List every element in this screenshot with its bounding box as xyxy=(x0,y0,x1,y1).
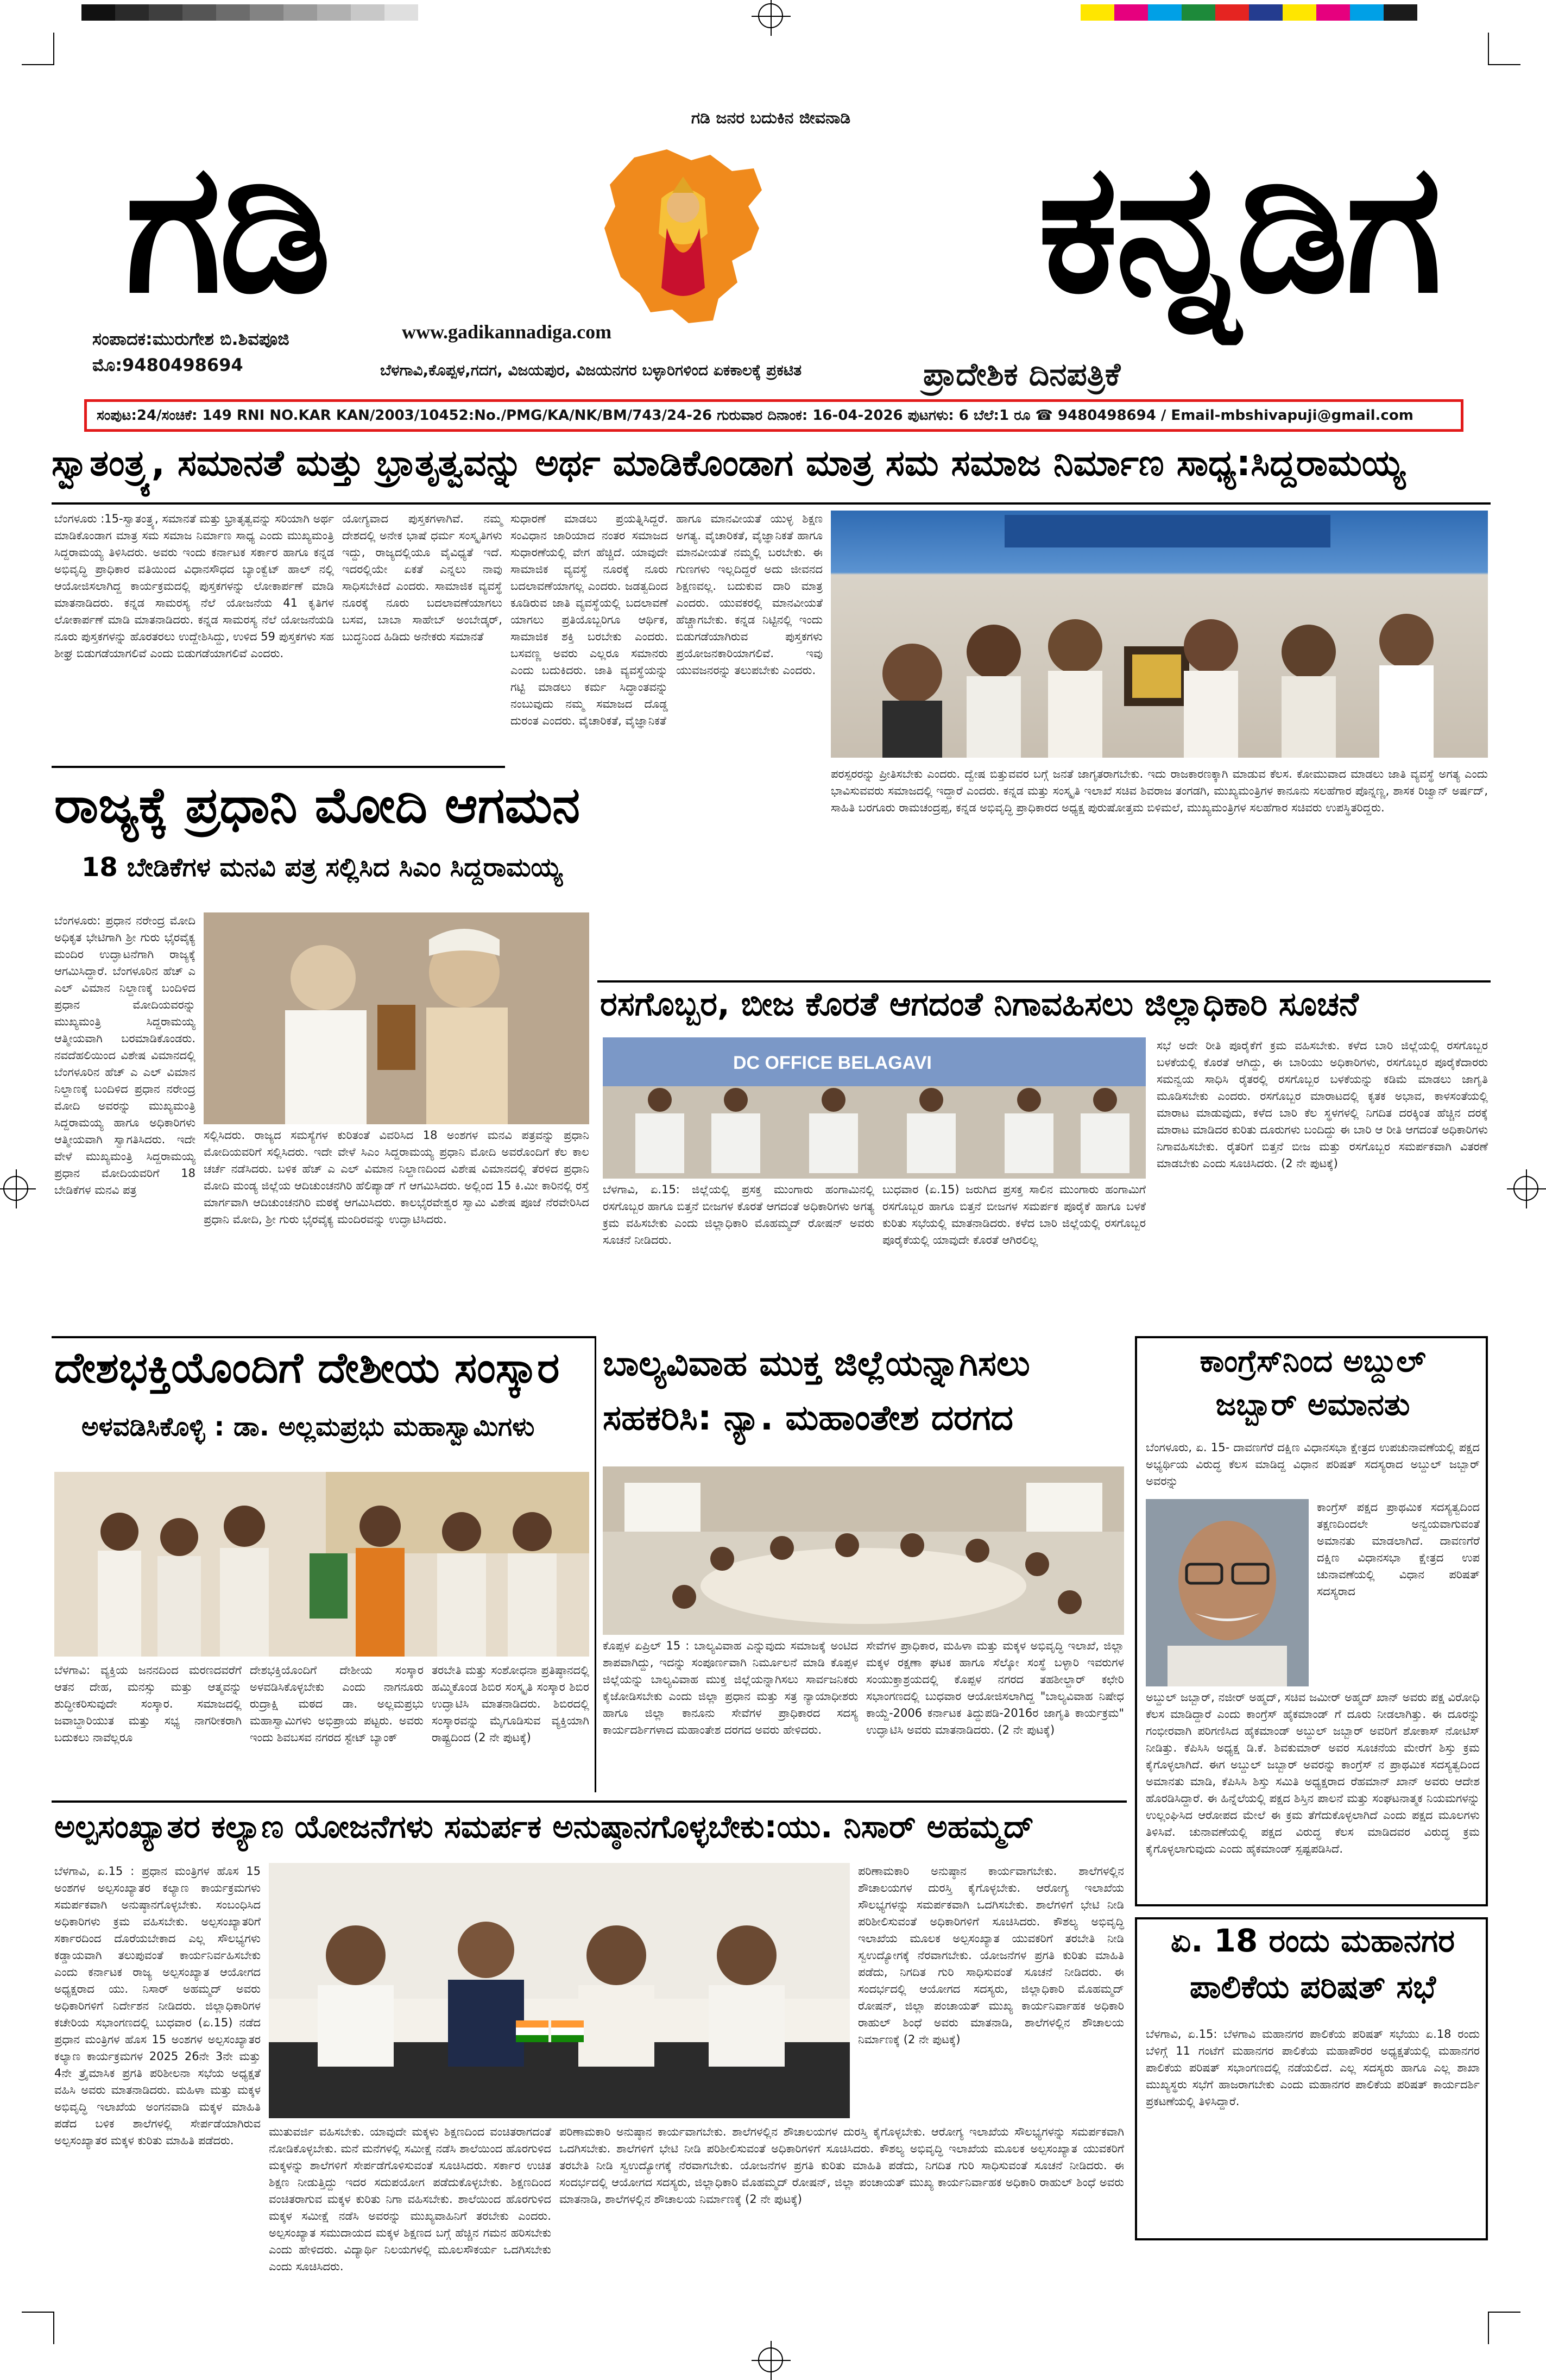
corporation-headline-1[interactable]: ಏ. 18 ರಂದು ಮಹಾನಗರ xyxy=(1170,1922,1455,1959)
crop-mark-tl xyxy=(22,33,54,65)
modi-subheadline[interactable]: 18 ಬೇಡಿಕೆಗಳ ಮನವಿ ಪತ್ರ ಸಲ್ಲಿಸಿದ ಸಿಎಂ ಸಿದ್ದರಾಮಯ್ಯ xyxy=(81,852,563,883)
modi-col-2: ಸಲ್ಲಿಸಿದರು. ರಾಜ್ಯದ ಸಮಸ್ಯೆಗಳ ಕುರಿತಂತೆ ವಿವರಿಸಿದ 18 ಅಂಶಗಳ ಮನವಿ ಪತ್ರವನ್ನು ಪ್ರಧಾನಿ ಮೋದಿಯವರಿಗೆ ಸಲ್ಲಿಸಿದರು. ಇದೇ ವೇಳೆ ಸಿಎಂ ಸಿದ್ದರಾಮಯ್ಯ ಪ್ರಧಾನಿ ಮೋದಿ ಅವರೊಂದಿಗೆ ಕೆಲ ಕಾಲ ಚರ್ಚೆ ನಡೆಸಿದರು. ಬಳಿಕ ಹೆಚ್ ಎ ಎಲ್ ವಿಮಾನ ನಿಲ್ದಾಣದಿಂದ ವಿಶೇಷ ವಿಮಾನದಲ್ಲಿ ತೆರಳಿದ ಪ್ರಧಾನಿ ಮೋದಿ ಮಂಡ್ಯ ಜಿಲ್ಲೆಯ ಆದಿಚುಂಚನಗಿರಿ ಹೆಲಿಪ್ಯಾಡ್ ಗೆ ಆಗಮಿಸಿದರು. ಅಲ್ಲಿಂದ 15 ಕಿ.ಮೀ ಕಾರಿನಲ್ಲಿ ರಸ್ತೆ ಮಾರ್ಗವಾಗಿ ಆದಿಚುಂಚನಗಿರಿ ಮಠಕ್ಕೆ ಆಗಮಿಸಿದರು. ಕಾಲಭೈರವೇಶ್ವರ ಸ್ವಾಮಿ ವಿಶೇಷ ಪೂಜೆ ನೆರವೇರಿಸಿದ ಪ್ರಧಾನಿ ಮೋದಿ, ಶ್ರೀ ಗುರು ಭೈರವೈಕ್ಯ ಮಂದಿರವನ್ನು ಉದ್ಘಾಟಿಸಿದರು. xyxy=(204,1129,589,1226)
minority-photo xyxy=(269,1863,850,2118)
child-marriage-col-1: ಕೊಪ್ಪಳ ಏಪ್ರಿಲ್ 15 : ಬಾಲ್ಯವಿವಾಹ ಎನ್ನುವುದು ಸಮಾಜಕ್ಕೆ ಅಂಟಿದ ಶಾಪವಾಗಿದ್ದು, ಇದನ್ನು ಸಂಪೂರ್ಣವಾಗಿ ನಿರ್ಮೂಲನೆ ಮಾಡಿ ಕೊಪ್ಪಳ ಜಿಲ್ಲೆಯನ್ನು ಬಾಲ್ಯವಿವಾಹ ಮುಕ್ತ ಜಿಲ್ಲೆಯನ್ನಾಗಿಸಲು ಸಾರ್ವಜನಿಕರು ಕೈಜೋಡಿಸಬೇಕು ಎಂದು ಜಿಲ್ಲಾ ಪ್ರಧಾನ ಮತ್ತು ಸತ್ರ ನ್ಯಾಯಾಧೀಶರು ಹಾಗೂ ಜಿಲ್ಲಾ ಕಾನೂನು ಸೇವೆಗಳ ಪ್ರಾಧಿಕಾರದ ಸದಸ್ಯ ಕಾರ್ಯದರ್ಶಿಗಳಾದ ಮಹಾಂತೇಶ ದರಗದ ಅವರು ಹೇಳಿದರು. xyxy=(603,1639,858,1736)
congress-headline-1[interactable]: ಕಾಂಗ್ರೆಸ್‌ನಿಂದ ಅಬ್ದುಲ್ xyxy=(1200,1344,1426,1379)
lead-headline[interactable]: ಸ್ವಾತಂತ್ರ್ಯ, ಸಮಾನತೆ ಮತ್ತು ಭ್ರಾತೃತ್ವವನ್ನು ಅರ್ಥ ಮಾಡಿಕೊಂಡಾಗ ಮಾತ್ರ ಸಮ ಸಮಾಜ ನಿರ್ಮಾಣ ಸಾಧ್ಯ:ಸಿದ್ದರಾಮಯ್ಯ xyxy=(52,442,1405,484)
crop-mark-tr xyxy=(1488,33,1520,65)
lead-col-1: ಬೆಂಗಳೂರು :15-ಸ್ವಾತಂತ್ರ್ಯ, ಸಮಾನತೆ ಮತ್ತು ಭ್ರಾತೃತ್ವವನ್ನು ಸರಿಯಾಗಿ ಅರ್ಥ ಮಾಡಿಕೊಂಡಾಗ ಮಾತ್ರ ಸಮ ಸಮಾಜ ನಿರ್ಮಾಣ ಸಾಧ್ಯ ಎಂದು ಮುಖ್ಯಮಂತ್ರಿ ಸಿದ್ದರಾಮಯ್ಯ ತಿಳಿಸಿದರು. ಅವರು ಇಂದು ಕರ್ನಾಟಕ ಸರ್ಕಾರ ಹಾಗೂ ಕನ್ನಡ ಅಭಿವೃದ್ಧಿ ಪ್ರಾಧಿಕಾರ ವತಿಯಿಂದ ವಿಧಾನಸೌಧದ ಬ್ಯಾಂಕ್ವೆಟ್ ಹಾಲ್ ನಲ್ಲಿ ಆಯೋಜಿಸಲಾಗಿದ್ದ ಕಾರ್ಯಕ್ರಮದಲ್ಲಿ ಪುಸ್ತಕಗಳನ್ನು ಲೋಕಾರ್ಪಣೆ ಮಾಡಿ ಮಾತನಾಡಿದರು. ಕನ್ನಡ ಸಾಮರಸ್ಯ ನೆಲೆ ಯೋಜನೆಯ 41 ಕೃತಿಗಳ ಲೋಕಾರ್ಪಣೆ ಮಾಡಿ ಮಾತನಾಡಿದರು. ಕನ್ನಡ ಸಾಮರಸ್ಯ ನೆಲೆ ಯೋಜನೆಯಡಿ ನೂರು ಪುಸ್ತಕಗಳನ್ನು ಹೊರತರಲು ಉದ್ದೇಶಿಸಿದ್ದು, ಉಳಿದ 59 ಪುಸ್ತಕಗಳು ಸಹ ಶೀಘ್ರ ಬಿಡುಗಡೆಯಾಗಲಿವೆ ಎಂದು ಬಿಡುಗಡೆಯಾಗಲಿವೆ ಎಂದರು. xyxy=(54,512,334,660)
regional-daily-label: ಪ್ರಾದೇಶಿಕ ದಿನಪತ್ರಿಕೆ xyxy=(923,356,1121,393)
fertilizer-col-3: ಸಭೆ ಅದೇ ರೀತಿ ಪೂರೈಕೆಗೆ ಕ್ರಮ ವಹಿಸಬೇಕು. ಕಳೆದ ಬಾರಿ ಜಿಲ್ಲೆಯಲ್ಲಿ ರಸಗೊಬ್ಬರ ಬಳಕೆಯಲ್ಲಿ ಕೊರತೆ ಆಗಿದ್ದು, ಈ ಬಾರಿಯು ಅಧಿಕಾರಿಗಳು, ರಸಗೊಬ್ಬರ ಪೂರೈಕೆದಾರರು ಸಮನ್ವಯ ಸಾಧಿಸಿ ರೈತರಲ್ಲಿ ರಸಗೊಬ್ಬರ ಬಳಕೆಯನ್ನು ಕಡಿಮೆ ಮಾಡಲು ಜಾಗೃತಿ ಮೂಡಿಸಬೇಕು ಎಂದರು. ರಸಗೊಬ್ಬರ ಮಾರಾಟದಲ್ಲಿ ಕೃತಕ ಅಭಾವ, ಕಾಳಸಂತೆಯಲ್ಲಿ ಮಾರಾಟ ಮಾಡುವುದು, ಕಳೆದ ಬಾರಿ ಕೆಲ ಸ್ಥಳಗಳಲ್ಲಿ ನಿಗದಿತ ದರಕ್ಕಿಂತ ಹೆಚ್ಚಿನ ದರಕ್ಕೆ ಮಾರಾಟ ಮಾಡಿದರ ಕುರಿತು ದೂರುಗಳು ಬಂದಿದ್ದು ಈ ಬಾರಿ ಆ ರೀತಿ ಆಗದಂತೆ ಅಧಿಕಾರಿಗಳು ನಿಗಾವಹಿಸಬೇಕು. ರೈತರಿಗೆ ಬಿತ್ತನೆ ಬೀಜ ಮತ್ತು ರಸಗೊಬ್ಬರ ಸಮರ್ಪಕವಾಗಿ ವಿತರಣೆ ಮಾಡಬೇಕು ಎಂದು ಸೂಚಿಸಿದರು. (2 ನೇ ಪುಟಕ್ಕೆ) xyxy=(1157,1039,1488,1170)
child-marriage-photo xyxy=(603,1466,1124,1635)
coverage-line: ಬೆಳಗಾವಿ,ಕೊಪ್ಪಳ,ಗದಗ, ವಿಜಯಪುರ, ವಿಜಯನಗರ ಬಳ್ಳಾರಿಗಳಿಂದ ಏಕಕಾಲಕ್ಕೆ ಪ್ರಕಟಿತ xyxy=(380,361,802,379)
fertilizer-col-1: ಬೆಳಗಾವಿ, ಏ.15: ಜಿಲ್ಲೆಯಲ್ಲಿ ಪ್ರಸಕ್ತ ಮುಂಗಾರು ಹಂಗಾಮಿನಲ್ಲಿ ರಸಗೊಬ್ಬರ ಹಾಗೂ ಬಿತ್ತನೆ ಬೀಜಗಳ ಕೊರತೆ ಆಗದಂತೆ ಅಧಿಕಾರಿಗಳು ಅಗತ್ಯ ಕ್ರಮ ವಹಿಸಬೇಕು ಎಂದು ಜಿಲ್ಲಾಧಿಕಾರಿ ಮೊಹಮ್ಮದ್ ರೋಷನ್ ಅವರು ಸೂಚನೆ ನೀಡಿದರು. xyxy=(603,1183,874,1246)
masthead-title-left: ಗಡಿ xyxy=(125,124,329,332)
modi-top-rule xyxy=(52,766,505,768)
patriotism-photo xyxy=(54,1472,589,1657)
patriotism-col-3: ತರಬೇತಿ ಮತ್ತು ಸಂಶೋಧನಾ ಪ್ರತಿಷ್ಠಾನದಲ್ಲಿ ಹಮ್ಮಿಕೊಂಡ ಶಿಬಿರ ಸಂಸ್ಕೃತಿ ಸಂಸ್ಕಾರ ಶಿಬಿರ ಉದ್ಘಾಟಿಸಿ ಮಾತನಾಡಿದರು. ಶಿಬಿರದಲ್ಲಿ ಸಂಸ್ಕಾರವನ್ನು ಮೈಗೂಡಿಸುವ ವ್ಯಕ್ತಿಯಾಗಿ ರಾಷ್ಟ್ರದಿಂದ (2 ನೇ ಪುಟಕ್ಕೆ) xyxy=(432,1664,589,1744)
minority-col-2: ಮುತುವರ್ಜಿ ವಹಿಸಬೇಕು. ಯಾವುದೇ ಮಕ್ಕಳು ಶಿಕ್ಷಣದಿಂದ ವಂಚಿತರಾಗದಂತೆ ನೋಡಿಕೊಳ್ಳಬೇಕು. ಮನೆ ಮನೆಗಳಲ್ಲಿ ಸಮೀಕ್ಷೆ ನಡೆಸಿ ಶಾಲೆಯಿಂದ ಹೊರಗುಳಿದ ಮಕ್ಕಳನ್ನು ಶಾಲೆಗಳಿಗೆ ಸೇರ್ಪಡೆಗೊಳಿಸುವಂತೆ ಸೂಚಿಸಿದರು. ಸರ್ಕಾರ ಉಚಿತ ಶಿಕ್ಷಣ ನೀಡುತ್ತಿದ್ದು ಇದರ ಸದುಪಯೋಗ ಪಡೆದುಕೊಳ್ಳಬೇಕು. ಶಿಕ್ಷಣದಿಂದ ವಂಚಿತರಾಗುವ ಮಕ್ಕಳ ಕುರಿತು ನಿಗಾ ವಹಿಸಬೇಕು. ಶಾಲೆಯಿಂದ ಹೊರಗುಳಿದ ಮಕ್ಕಳ ಸಮೀಕ್ಷೆ ನಡೆಸಿ ಅವರನ್ನು ಮುಖ್ಯವಾಹಿನಿಗೆ ತರಬೇಕು ಎಂದರು. ಅಲ್ಪಸಂಖ್ಯಾತ ಸಮುದಾಯದ ಮಕ್ಕಳ ಶಿಕ್ಷಣದ ಬಗ್ಗೆ ಹೆಚ್ಚಿನ ಗಮನ ಹರಿಸಬೇಕು ಎಂದು ಹೇಳಿದರು. ವಿದ್ಯಾರ್ಥಿ ನಿಲಯಗಳಲ್ಲಿ ಮೂಲಸೌಕರ್ಯ ಒದಗಿಸಬೇಕು ಎಂದು ಸೂಚಿಸಿದರು. xyxy=(269,2125,551,2273)
lead-rule xyxy=(52,502,1491,505)
editor-name: ಸಂಪಾದಕ:ಮುರುಗೇಶ ಬಿ.ಶಿವಪೂಜಿ xyxy=(92,329,289,349)
minority-headline[interactable]: ಅಲ್ಪಸಂಖ್ಯಾತರ ಕಲ್ಯಾಣ ಯೋಜನೆಗಳು ಸಮರ್ಪಕ ಅನುಷ್ಠಾನಗೊಳ್ಳಬೇಕು:ಯು. ನಿಸಾರ್ ಅಹಮ್ಮದ್ xyxy=(54,1808,1034,1845)
minority-col-3: ಪರಿಣಾಮಕಾರಿ ಅನುಷ್ಠಾನ ಕಾರ್ಯವಾಗಬೇಕು. ಶಾಲೆಗಳಲ್ಲಿನ ಶೌಚಾಲಯಗಳ ದುರಸ್ತಿ ಕೈಗೊಳ್ಳಬೇಕು. ಆರೋಗ್ಯ ಇಲಾಖೆಯ ಸೌಲಭ್ಯಗಳನ್ನು ಸಮರ್ಪಕವಾಗಿ ಒದಗಿಸಬೇಕು. ಶಾಲೆಗಳಿಗೆ ಭೇಟಿ ನೀಡಿ ಪರಿಶೀಲಿಸುವಂತೆ ಅಧಿಕಾರಿಗಳಿಗೆ ಸೂಚಿಸಿದರು. ಕೌಶಲ್ಯ ಅಭಿವೃದ್ಧಿ ಇಲಾಖೆಯ ಮೂಲಕ ಅಲ್ಪಸಂಖ್ಯಾತ ಯುವಕರಿಗೆ ತರಬೇತಿ ನೀಡಿ ಸ್ವಉದ್ಯೋಗಕ್ಕೆ ನೆರವಾಗಬೇಕು. ಯೋಜನೆಗಳ ಪ್ರಗತಿ ಕುರಿತು ಮಾಹಿತಿ ಪಡೆದು, ನಿಗದಿತ ಗುರಿ ಸಾಧಿಸುವಂತೆ ಸೂಚನೆ ನೀಡಿದರು. ಈ ಸಂದರ್ಭದಲ್ಲಿ ಆಯೋಗದ ಸದಸ್ಯರು, ಜಿಲ್ಲಾಧಿಕಾರಿ ಮೊಹಮ್ಮದ್ ರೋಷನ್, ಜಿಲ್ಲಾ ಪಂಚಾಯತ್ ಮುಖ್ಯ ಕಾರ್ಯನಿರ್ವಾಹಕ ಅಧಿಕಾರಿ ರಾಹುಲ್ ಶಿಂಧೆ ಅವರು ಮಾತನಾಡಿ, ಶಾಲೆಗಳಲ್ಲಿನ ಶೌಚಾಲಯ ನಿರ್ಮಾಣಕ್ಕೆ (2 ನೇ ಪುಟಕ್ಕೆ) xyxy=(559,2125,1124,2206)
registration-target-left xyxy=(3,1176,28,1201)
editor-phone: ಮೊ:9480498694 xyxy=(92,355,243,375)
minority-col-1: ಬೆಳಗಾವಿ, ಏ.15 : ಪ್ರಧಾನ ಮಂತ್ರಿಗಳ ಹೊಸ 15 ಅಂಶಗಳ ಅಲ್ಪಸಂಖ್ಯಾತರ ಕಲ್ಯಾಣ ಕಾರ್ಯಕ್ರಮಗಳು ಸಮರ್ಪಕವಾಗಿ ಅನುಷ್ಠಾನಗೊಳ್ಳಬೇಕು. ಸಂಬಂಧಿಸಿದ ಅಧಿಕಾರಿಗಳು ಕ್ರಮ ವಹಿಸಬೇಕು. ಅಲ್ಪಸಂಖ್ಯಾತರಿಗೆ ಸರ್ಕಾರದಿಂದ ದೊರೆಯಬೇಕಾದ ಎಲ್ಲ ಸೌಲಭ್ಯಗಳು ಕಡ್ಡಾಯವಾಗಿ ತಲುಪುವಂತೆ ಕಾರ್ಯನಿರ್ವಹಿಸಬೇಕು ಎಂದು ಕರ್ನಾಟಕ ರಾಜ್ಯ ಅಲ್ಪಸಂಖ್ಯಾತ ಆಯೋಗದ ಅಧ್ಯಕ್ಷರಾದ ಯು. ನಿಸಾರ್ ಅಹಮ್ಮದ್ ಅವರು ಅಧಿಕಾರಿಗಳಿಗೆ ನಿರ್ದೇಶನ ನೀಡಿದರು. ಜಿಲ್ಲಾಧಿಕಾರಿಗಳ ಕಚೇರಿಯ ಸಭಾಂಗಣದಲ್ಲಿ ಬುಧವಾರ (ಏ.15) ನಡೆದ ಪ್ರಧಾನ ಮಂತ್ರಿಗಳ ಹೊಸ 15 ಅಂಶಗಳ ಅಲ್ಪಸಂಖ್ಯಾತರ ಕಲ್ಯಾಣ ಕಾರ್ಯಕ್ರಮಗಳ 2025 26ನೇ 3ನೇ ಮತ್ತು 4ನೇ ತ್ರೈಮಾಸಿಕ ಪ್ರಗತಿ ಪರಿಶೀಲನಾ ಸಭೆಯ ಅಧ್ಯಕ್ಷತೆ ವಹಿಸಿ ಅವರು ಮಾತನಾಡಿದರು. ಮಹಿಳಾ ಮತ್ತು ಮಕ್ಕಳ ಅಭಿವೃದ್ಧಿ ಇಲಾಖೆಯ ಅಂಗನವಾಡಿ ಮಕ್ಕಳ ಮಾಹಿತಿ ಪಡೆದ ಬಳಿಕ ಶಾಲೆಗಳಲ್ಲಿ ಸೇರ್ಪಡೆಯಾಗಿರುವ ಅಲ್ಪಸಂಖ್ಯಾತರ ಮಕ್ಕಳ ಕುರಿತು ಮಾಹಿತಿ ಪಡೆದರು. xyxy=(54,1865,261,2147)
masthead-tagline: ಗಡಿ ಜನರ ಬದುಕಿನ ಜೀವನಾಡಿ xyxy=(691,109,851,128)
fertilizer-col-2: ಬುಧವಾರ (ಏ.15) ಜರುಗಿದ ಪ್ರಸಕ್ತ ಸಾಲಿನ ಮುಂಗಾರು ಹಂಗಾಮಿಗೆ ರಸಗೊಬ್ಬರ ಹಾಗೂ ಬಿತ್ತನೆ ಬೀಜಗಳ ಸಮರ್ಪಕ ಪೂರೈಕೆ ಹಾಗೂ ಬಳಕೆ ಕುರಿತು ಸಭೆಯಲ್ಲಿ ಮಾತನಾಡಿದರು. ಕಳೆದ ಬಾರಿ ಜಿಲ್ಲೆಯಲ್ಲಿ ರಸಗೊಬ್ಬರ ಪೂರೈಕೆಯಲ್ಲಿ ಯಾವುದೇ ಕೊರತೆ ಆಗಿರಲಿಲ್ಲ xyxy=(882,1183,1146,1246)
karnataka-map-logo xyxy=(596,125,770,331)
child-marriage-col-2: ಸೇವೆಗಳ ಪ್ರಾಧಿಕಾರ, ಮಹಿಳಾ ಮತ್ತು ಮಕ್ಕಳ ಅಭಿವೃದ್ಧಿ ಇಲಾಖೆ, ಜಿಲ್ಲಾ ಮಕ್ಕಳ ರಕ್ಷಣಾ ಘಟಕ ಹಾಗೂ ಸೆಲ್ಕೋ ಸಂಸ್ಥೆ ಬಳ್ಳಾರಿ ಇವರುಗಳ ಸಂಯುಕ್ತಾಶ್ರಯದಲ್ಲಿ ಕೊಪ್ಪಳ ನಗರದ ತಹಶೀಲ್ದಾರ್ ಕಛೇರಿ ಸಭಾಂಗಣದಲ್ಲಿ ಬುಧವಾರ ಆಯೋಜಿಸಲಾಗಿದ್ದ "ಬಾಲ್ಯವಿವಾಹ ನಿಷೇಧ ಕಾಯ್ದೆ-2006 ಕರ್ನಾಟಕ ತಿದ್ದುಪಡಿ-2016ರ ಜಾಗೃತಿ ಕಾರ್ಯಕ್ರಮ" ಉದ್ಘಾಟಿಸಿ ಅವರು ಮಾತನಾಡಿದರು. (2 ನೇ ಪುಟಕ್ಕೆ) xyxy=(866,1639,1124,1736)
issue-info-bar: ಸಂಪುಟ:24/ಸಂಚಿಕೆ: 149 RNI NO.KAR KAN/2003/10452:No./PMG/KA/NK/BM/743/24-26 ಗುರುವಾರ ದಿನಾಂಕ: 16-04-2026 ಪುಟಗಳು: 6 ಬೆಲೆ:1 ರೂ ☎ 9480498694 / Email-mbshivapuji@gmail.com xyxy=(84,399,1463,432)
patriotism-headline[interactable]: ದೇಶಭಕ್ತಿಯೊಂದಿಗೆ ದೇಶೀಯ ಸಂಸ್ಕಾರ xyxy=(54,1344,560,1393)
corporation-headline-2[interactable]: ಪಾಲಿಕೆಯ ಪರಿಷತ್ ಸಭೆ xyxy=(1189,1968,1436,2005)
patriotism-subheadline[interactable]: ಅಳವಡಿಸಿಕೊಳ್ಳಿ : ಡಾ. ಅಲ್ಲಮಪ್ರಭು ಮಹಾಸ್ವಾಮಿಗಳು xyxy=(81,1412,535,1442)
registration-target-right xyxy=(1513,1176,1538,1201)
dc-office-banner: DC OFFICE BELAGAVI xyxy=(733,1053,932,1073)
crop-mark-bl xyxy=(22,2312,54,2344)
child-marriage-headline-1[interactable]: ಬಾಲ್ಯವಿವಾಹ ಮುಕ್ತ ಜಿಲ್ಲೆಯನ್ನಾಗಿಸಲು xyxy=(603,1344,1030,1384)
child-marriage-headline-2[interactable]: ಸಹಕರಿಸಿ: ನ್ಯಾ. ಮಹಾಂತೇಶ ದರಗದ xyxy=(603,1398,1013,1438)
lead-col-2: ಯೋಗ್ಯವಾದ ಪುಸ್ತಕಗಳಾಗಿವೆ. ನಮ್ಮ ದೇಶದಲ್ಲಿ ಅನೇಕ ಭಾಷೆ ಧರ್ಮ ಸಂಸ್ಕೃತಿಗಳು ಇದ್ದು, ರಾಜ್ಯದಲ್ಲಿಯೂ ವೈವಿಧ್ಯತೆ ಇದೆ. ಇದರಲ್ಲಿಯೇ ಏಕತೆ ಎನ್ನಲು ನಾವು ಸಾಧಿಸಬೇಕಿದೆ ಎಂದರು. ಸಾಮಾಜಿಕ ವ್ಯವಸ್ಥೆ ನೂರಕ್ಕೆ ನೂರು ಬದಲಾವಣೆಯಾಗಲು ಬಸವ, ಬಾಬಾ ಸಾಹೇಬ್ ಅಂಬೇಡ್ಕರ್, ಬುದ್ಧನಿಂದ ಹಿಡಿದು ಅನೇಕರು ಸಮಾನತೆ xyxy=(342,512,502,643)
child-marriage-left-rule xyxy=(595,1336,596,1792)
lead-col-4: ಹಾಗೂ ಮಾನವೀಯತೆ ಯುಳ್ಳ ಶಿಕ್ಷಣ ಅಗತ್ಯ. ವೈಚಾರಿಕತೆ, ವೈಜ್ಞಾನಿಕತೆ ಹಾಗೂ ಮಾನವೀಯತೆ ನಮ್ಮಲ್ಲಿ ಬರಬೇಕು. ಈ ಗುಣಗಳು ಇಲ್ಲದಿದ್ದರೆ ಅದು ಜೀವನದ ಶಿಕ್ಷಣವಲ್ಲ. ಬದುಕುವ ದಾರಿ ಮಾತ್ರ ಎಂದರು. ಯುವಕರಲ್ಲಿ ಮಾನವೀಯತೆ ಹೆಚ್ಚಾಗಬೇಕು. ಕನ್ನಡ ನಿಟ್ಟಿನಲ್ಲಿ ಇಂದು ಬಿಡುಗಡೆಯಾಗಿರುವ ಪುಸ್ತಕಗಳು ಪ್ರಯೋಜನಕಾರಿಯಾಗಲಿವೆ. ಇವು ಯುವಜನರನ್ನು ತಲುಪಬೇಕು ಎಂದರು. xyxy=(676,512,823,677)
congress-headline-2[interactable]: ಜಬ್ಬಾರ್ ಅಮಾನತು xyxy=(1215,1387,1410,1422)
congress-col-side: ಕಾಂಗ್ರೆಸ್ ಪಕ್ಷದ ಪ್ರಾಥಮಿಕ ಸದಸ್ಯತ್ವದಿಂದ ತಕ್ಷಣದಿಂದಲೇ ಅನ್ವಯವಾಗುವಂತೆ ಅಮಾನತು ಮಾಡಲಾಗಿದೆ. ದಾವಣಗೆರೆ ದಕ್ಷಿಣ ವಿಧಾನಸಭಾ ಕ್ಷೇತ್ರದ ಉಪ ಚುನಾವಣೆಯಲ್ಲಿ ವಿಧಾನ ಪರಿಷತ್ ಸದಸ್ಯರಾದ xyxy=(1317,1501,1480,1598)
minority-col-3-top xyxy=(858,1863,1124,2118)
website-link[interactable]: www.gadikannadiga.com xyxy=(402,321,612,343)
masthead-title xyxy=(125,125,1439,331)
modi-col-1: ಬೆಂಗಳೂರು: ಪ್ರಧಾನ ನರೇಂದ್ರ ಮೋದಿ ಅಧಿಕೃತ ಭೇಟಿಗಾಗಿ ಶ್ರೀ ಗುರು ಭೈರವೈಕ್ಯ ಮಂದಿರ ಉದ್ಘಾಟನೆಗಾಗಿ ರಾಜ್ಯಕ್ಕೆ ಆಗಮಿಸಿದ್ದಾರೆ. ಬೆಂಗಳೂರಿನ ಹೆಚ್ ಎ ಎಲ್ ವಿಮಾನ ನಿಲ್ದಾಣಕ್ಕೆ ಬಂದಿಳಿದ ಪ್ರಧಾನ ಮೋದಿಯವರನ್ನು ಮುಖ್ಯಮಂತ್ರಿ ಸಿದ್ದರಾಮಯ್ಯ ಆತ್ಮೀಯವಾಗಿ ಬರಮಾಡಿಕೊಂಡರು. ನವದೆಹಲಿಯಿಂದ ವಿಶೇಷ ವಿಮಾನದಲ್ಲಿ ಬೆಂಗಳೂರಿನ ಹೆಚ್ ಎ ಎಲ್ ವಿಮಾನ ನಿಲ್ದಾಣಕ್ಕೆ ಬಂದಿಳಿದ ಪ್ರಧಾನ ನರೇಂದ್ರ ಮೋದಿ ಅವರನ್ನು ಮುಖ್ಯಮಂತ್ರಿ ಸಿದ್ದರಾಮಯ್ಯ ಹಾಗೂ ಅಧಿಕಾರಿಗಳು ಆತ್ಮೀಯವಾಗಿ ಸ್ವಾಗತಿಸಿದರು. ಇದೇ ವೇಳೆ ಮುಖ್ಯಮಂತ್ರಿ ಸಿದ್ದರಾಮಯ್ಯ ಪ್ರಧಾನ ಮೋದಿಯವರಿಗೆ 18 ಬೇಡಿಕೆಗಳ ಮನವಿ ಪತ್ರ xyxy=(54,914,195,1197)
lead-photo-book-release xyxy=(831,511,1488,758)
patriotism-col-1: ಬೆಳಗಾವಿ: ವ್ಯಕ್ತಿಯ ಜನನದಿಂದ ಮರಣದವರೆಗೆ ಆತನ ದೇಹ, ಮನಸ್ಸು ಮತ್ತು ಆತ್ಮವನ್ನು ಶುದ್ಧೀಕರಿಸುವುದೇ ಸಂಸ್ಕಾರ. ಸಮಾಜದಲ್ಲಿ ಜವಾಬ್ದಾರಿಯುತ ಮತ್ತು ಸಭ್ಯ ನಾಗರೀಕರಾಗಿ ಬದುಕಲು ನಾವೆಲ್ಲರೂ xyxy=(54,1664,242,1744)
lead-col-3: ಸುಧಾರಣೆ ಮಾಡಲು ಪ್ರಯತ್ನಿಸಿದ್ದರೆ. ಸಂವಿಧಾನ ಜಾರಿಯಾದ ನಂತರ ಸಮಾಜದ ಸುಧಾರಣೆಯಲ್ಲಿ ವೇಗ ಹೆಚ್ಚಿದೆ. ಯಾವುದೇ ಸಾಮಾಜಿಕ ವ್ಯವಸ್ಥೆ ನೂರಕ್ಕೆ ನೂರು ಬದಲಾವಣೆಯಾಗಲ್ಲ ಎಂದರು. ಜಡತ್ವದಿಂದ ಕೂಡಿರುವ ಜಾತಿ ವ್ಯವಸ್ಥೆಯಲ್ಲಿ ಬದಲಾವಣೆ ಯಾಗಲು ಪ್ರತಿಯೊಬ್ಬರಿಗೂ ಆರ್ಥಿಕ, ಸಾಮಾಜಿಕ ಶಕ್ತಿ ಬರಬೇಕು ಎಂದರು. ಬಸವಣ್ಣ ಅವರು ಎಲ್ಲರೂ ಸಮಾನರು ಎಂದು ಬದುಕಿದರು. ಜಾತಿ ವ್ಯವಸ್ಥೆಯನ್ನು ಗಟ್ಟಿ ಮಾಡಲು ಕರ್ಮ ಸಿದ್ಧಾಂತವನ್ನು ನಂಬುವುದು ನಮ್ಮ ಸಮಾಜದ ದೊಡ್ಡ ದುರಂತ ಎಂದರು. ವೈಚಾರಿಕತೆ, ವೈಜ್ಞಾನಿಕತೆ xyxy=(510,512,668,727)
patriotism-top-rule xyxy=(52,1336,595,1338)
congress-photo-jabbar xyxy=(1146,1499,1309,1686)
congress-col-top: ಬೆಂಗಳೂರು, ಏ. 15- ದಾವಣಗೆರೆ ದಕ್ಷಿಣ ವಿಧಾನಸಭಾ ಕ್ಷೇತ್ರದ ಉಪಚುನಾವಣೆಯಲ್ಲಿ ಪಕ್ಷದ ಅಭ್ಯರ್ಥಿಯ ವಿರುದ್ಧ ಕೆಲಸ ಮಾಡಿದ್ದ ವಿಧಾನ ಪರಿಷತ್ ಸದಸ್ಯರಾದ ಅಬ್ದುಲ್ ಜಬ್ಬಾರ್ ಅವರನ್ನು xyxy=(1146,1441,1480,1488)
minority-top-rule xyxy=(52,1800,1127,1803)
fertilizer-headline[interactable]: ರಸಗೊಬ್ಬರ, ಬೀಜ ಕೊರತೆ ಆಗದಂತೆ ನಿಗಾವಹಿಸಲು ಜಿಲ್ಲಾಧಿಕಾರಿ ಸೂಚನೆ xyxy=(600,985,1359,1023)
corporation-body: ಬೆಳಗಾವಿ, ಏ.15: ಬೆಳಗಾವಿ ಮಹಾನಗರ ಪಾಲಿಕೆಯ ಪರಿಷತ್ ಸಭೆಯು ಏ.18 ರಂದು ಬೆಳಿಗ್ಗೆ 11 ಗಂಟೆಗೆ ಮಹಾನಗರ ಪಾಲಿಕೆಯ ಮಹಾಪೌರರ ಅಧ್ಯಕ್ಷತೆಯಲ್ಲಿ ಮಹಾನಗರ ಪಾಲಿಕೆಯ ಪರಿಷತ್ ಸಭಾಂಗಣದಲ್ಲಿ ನಡೆಯಲಿದೆ. ಎಲ್ಲ ಸದಸ್ಯರು ಹಾಗೂ ಎಲ್ಲ ಶಾಖಾ ಮುಖ್ಯಸ್ಥರು ಸಭೆಗೆ ಹಾಜರಾಗಬೇಕು ಎಂದು ಮಹಾನಗರ ಪಾಲಿಕೆಯ ಪರಿಷತ್ ಕಾರ್ಯದರ್ಶಿ ಪ್ರಕಟಣೆಯಲ್ಲಿ ತಿಳಿಸಿದ್ದಾರೆ. xyxy=(1146,2028,1480,2108)
minority-col-3-text: ಪರಿಣಾಮಕಾರಿ ಅನುಷ್ಠಾನ ಕಾರ್ಯವಾಗಬೇಕು. ಶಾಲೆಗಳಲ್ಲಿನ ಶೌಚಾಲಯಗಳ ದುರಸ್ತಿ ಕೈಗೊಳ್ಳಬೇಕು. ಆರೋಗ್ಯ ಇಲಾಖೆಯ ಸೌಲಭ್ಯಗಳನ್ನು ಸಮರ್ಪಕವಾಗಿ ಒದಗಿಸಬೇಕು. ಶಾಲೆಗಳಿಗೆ ಭೇಟಿ ನೀಡಿ ಪರಿಶೀಲಿಸುವಂತೆ ಅಧಿಕಾರಿಗಳಿಗೆ ಸೂಚಿಸಿದರು. ಕೌಶಲ್ಯ ಅಭಿವೃದ್ಧಿ ಇಲಾಖೆಯ ಮೂಲಕ ಅಲ್ಪಸಂಖ್ಯಾತ ಯುವಕರಿಗೆ ತರಬೇತಿ ನೀಡಿ ಸ್ವಉದ್ಯೋಗಕ್ಕೆ ನೆರವಾಗಬೇಕು. ಯೋಜನೆಗಳ ಪ್ರಗತಿ ಕುರಿತು ಮಾಹಿತಿ ಪಡೆದು, ನಿಗದಿತ ಗುರಿ ಸಾಧಿಸುವಂತೆ ಸೂಚನೆ ನೀಡಿದರು. ಈ ಸಂದರ್ಭದಲ್ಲಿ ಆಯೋಗದ ಸದಸ್ಯರು, ಜಿಲ್ಲಾಧಿಕಾರಿ ಮೊಹಮ್ಮದ್ ರೋಷನ್, ಜಿಲ್ಲಾ ಪಂಚಾಯತ್ ಮುಖ್ಯ ಕಾರ್ಯನಿರ್ವಾಹಕ ಅಧಿಕಾರಿ ರಾಹುಲ್ ಶಿಂಧೆ ಅವರು ಮಾತನಾಡಿ, ಶಾಲೆಗಳಲ್ಲಿನ ಶೌಚಾಲಯ ನಿರ್ಮಾಣಕ್ಕೆ (2 ನೇ ಪುಟಕ್ಕೆ) xyxy=(858,1865,1124,2046)
editor-info xyxy=(92,326,289,378)
registration-target-bottom xyxy=(758,2347,783,2372)
fertilizer-top-rule xyxy=(597,980,1491,983)
registration-bar-left xyxy=(81,4,418,21)
registration-bar-right xyxy=(1081,4,1417,21)
patriotism-col-2: ದೇಶಭಕ್ತಿಯೊಂದಿಗೆ ದೇಶೀಯ ಸಂಸ್ಕಾರ ಅಳವಡಿಸಿಕೊಳ್ಳಬೇಕು ಎಂದು ನಾಗನೂರು ರುದ್ರಾಕ್ಷಿ ಮಠದ ಡಾ. ಅಲ್ಲಮಪ್ರಭು ಮಹಾಸ್ವಾಮಿಗಳು ಅಭಿಪ್ರಾಯ ಪಟ್ಟರು. ಅವರು ಇಂದು ಶಿವಬಸವ ನಗರದ ಸ್ಟೇಟ್ ಬ್ಯಾಂಕ್ xyxy=(250,1664,424,1744)
modi-photo xyxy=(204,912,589,1124)
masthead-title-right: ಕನ್ನಡಿಗ xyxy=(1038,124,1439,332)
lead-col-5: ಪರಸ್ಪರರನ್ನು ಪ್ರೀತಿಸಬೇಕು ಎಂದರು. ದ್ವೇಷ ಬಿತ್ತುವವರ ಬಗ್ಗೆ ಜನತೆ ಜಾಗೃತರಾಗಬೇಕು. ಇದು ರಾಜಕಾರಣಕ್ಕಾಗಿ ಮಾಡುವ ಕೆಲಸ. ಕೋಮುವಾದ ಮಾಡಲು ಜಾತಿ ವ್ಯವಸ್ಥೆ ಅಗತ್ಯ ಎಂದು ಭಾವಿಸುವವರು ಸಮಾಜದಲ್ಲಿ ಇದ್ದಾರೆ ಎಂದರು. ಕನ್ನಡ ಮತ್ತು ಸಂಸ್ಕೃತಿ ಇಲಾಖೆ ಸಚಿವ ಶಿವರಾಜ ತಂಗಡಗಿ, ಮುಖ್ಯಮಂತ್ರಿಗಳ ಕಾನೂನು ಸಲಹೆಗಾರ ಪೊನ್ನಣ್ಣ, ಶಾಸಕ ರಿಜ್ವಾನ್ ಅರ್ಷದ್, ಸಾಹಿತಿ ಬರಗೂರು ರಾಮಚಂದ್ರಪ್ಪ, ಕನ್ನಡ ಅಭಿವೃದ್ಧಿ ಪ್ರಾಧಿಕಾರದ ಅಧ್ಯಕ್ಷ ಪುರುಷೋತ್ತಮ ಬಿಳಿಮಲೆ, ಮುಖ್ಯಮಂತ್ರಿಗಳ ಸಲಹೆಗಾರ ಸಚಿವರು ಉಪಸ್ಥಿತರಿದ್ದರು. xyxy=(831,767,1488,814)
crop-mark-br xyxy=(1488,2312,1520,2344)
fertilizer-photo xyxy=(603,1037,1146,1179)
modi-headline[interactable]: ರಾಜ್ಯಕ್ಕೆ ಪ್ರಧಾನಿ ಮೋದಿ ಆಗಮನ xyxy=(54,776,580,834)
registration-target-top xyxy=(758,3,783,28)
congress-col-bottom: ಅಬ್ದುಲ್ ಜಬ್ಬಾರ್, ನಜೀರ್ ಅಹ್ಮದ್, ಸಚಿವ ಜಮೀರ್ ಅಹ್ಮದ್ ಖಾನ್ ಅವರು ಪಕ್ಷ ವಿರೋಧಿ ಕೆಲಸ ಮಾಡಿದ್ದಾರೆ ಎಂದು ಕಾಂಗ್ರೆಸ್ ಹೈಕಮಾಂಡ್ ಗೆ ದೂರು ನೀಡಲಾಗಿತ್ತು. ಈ ದೂರನ್ನು ಗಂಭೀರವಾಗಿ ಪರಿಗಣಿಸಿದ ಹೈಕಮಾಂಡ್ ಅಬ್ದುಲ್ ಜಬ್ಬಾರ್ ಅವರಿಗೆ ಶೋಕಾಸ್ ನೋಟಿಸ್ ನೀಡಿತ್ತು. ಕೆಪಿಸಿಸಿ ಅಧ್ಯಕ್ಷ ಡಿ.ಕೆ. ಶಿವಕುಮಾರ್ ಅವರ ಸೂಚನೆಯ ಮೇರೆಗೆ ಶಿಸ್ತು ಕ್ರಮ ಕೈಗೊಳ್ಳಲಾಗಿದೆ. ಈಗ ಅಬ್ದುಲ್ ಜಬ್ಬಾರ್ ಅವರನ್ನು ಕಾಂಗ್ರೆಸ್ ನ ಪ್ರಾಥಮಿಕ ಸದಸ್ಯತ್ವದಿಂದ ಅಮಾನತು ಮಾಡಿ, ಕೆಪಿಸಿಸಿ ಶಿಸ್ತು ಸಮಿತಿ ಅಧ್ಯಕ್ಷರಾದ ರೆಹಮಾನ್ ಖಾನ್ ಅವರು ಆದೇಶ ಹೊರಡಿಸಿದ್ದಾರೆ. ಈ ಹಿನ್ನೆಲೆಯಲ್ಲಿ ಪಕ್ಷದ ಶಿಸ್ತಿನ ಪಾಲನೆ ಮತ್ತು ಸಂಘಟನಾತ್ಮಕ ನಿಯಮಗಳನ್ನು ಉಲ್ಲಂಘಿಸಿದ ಆರೋಪದ ಮೇಲೆ ಈ ಕ್ರಮ ತೆಗೆದುಕೊಳ್ಳಲಾಗಿದೆ ಎಂದು ಪಕ್ಷದ ಮೂಲಗಳು ತಿಳಿಸಿವೆ. ಚುನಾವಣೆಯಲ್ಲಿ ಪಕ್ಷದ ವಿರುದ್ಧ ಕೆಲಸ ಮಾಡಿದವರ ವಿರುದ್ಧ ಕ್ರಮ ಕೈಗೊಳ್ಳಲಾಗುವುದು ಎಂದು ಹೈಕಮಾಂಡ್ ಸ್ಪಷ್ಟಪಡಿಸಿದೆ. xyxy=(1146,1691,1480,1855)
